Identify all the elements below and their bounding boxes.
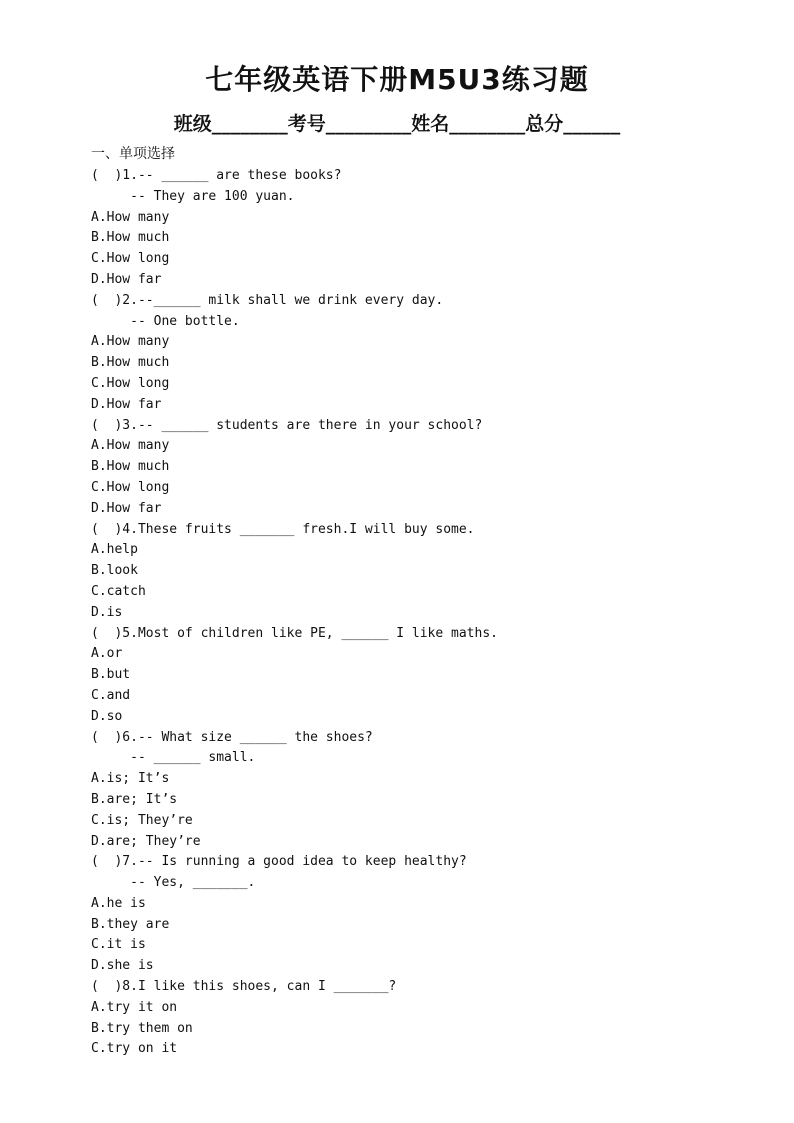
text-line: B.How much (91, 459, 170, 475)
text-line: A.try it on (91, 999, 178, 1015)
text-line: C.How long (91, 479, 170, 495)
text-line: ( )4.These fruits _______ fresh.I will buy some. (91, 521, 475, 537)
text-line: B.are; It’s (91, 791, 178, 807)
text-line: -- One bottle. (91, 313, 240, 329)
text-line: C.How long (91, 251, 170, 267)
text-line: D.so (91, 708, 123, 724)
text-line: B.but (91, 667, 131, 683)
text-line: B.How much (91, 355, 170, 371)
text-line: A.How many (91, 438, 170, 454)
text-line: A.How many (91, 209, 170, 225)
text-line: C.catch (91, 583, 146, 599)
text-line: ( )1.-- ______ are these books? (91, 168, 342, 183)
text-line: A.he is (91, 895, 146, 911)
student-info-line: 班级________考号_________姓名________总分______ (173, 113, 621, 135)
text-line: D.How far (91, 396, 162, 412)
text-line: ( )8.I like this shoes, can I _______? (91, 979, 397, 995)
text-line: A.help (91, 542, 138, 558)
text-line: ( )5.Most of children like PE, ______ I like maths. (91, 625, 498, 641)
text-line: D.How far (91, 500, 162, 516)
text-line: B.try them on (91, 1020, 193, 1036)
text-line: C.try on it (91, 1041, 178, 1057)
text-line: A.is; It’s (91, 771, 170, 787)
text-line: ( )7.-- Is running a good idea to keep healthy? (91, 854, 467, 870)
section-heading: 一、单项选择 (91, 146, 175, 162)
text-line: ( )2.--______ milk shall we drink every day. (91, 292, 444, 308)
text-line: A.or (91, 646, 123, 662)
text-line: A.How many (91, 334, 170, 350)
question-list (91, 166, 771, 1060)
text-line: D.How far (91, 271, 162, 287)
text-line: C.it is (91, 937, 146, 953)
text-line: B.look (91, 563, 138, 579)
text-line: C.How long (91, 375, 170, 391)
text-line: -- Yes, _______. (91, 875, 256, 891)
text-line: ( )3.-- ______ students are there in your school? (91, 417, 483, 433)
text-line: C.is; They’re (91, 812, 193, 828)
text-line: -- ______ small. (91, 750, 256, 766)
text-line: D.are; They’re (91, 833, 201, 849)
text-line: C.and (91, 687, 131, 703)
text-line: D.is (91, 604, 123, 620)
text-line: ( )6.-- What size ______ the shoes? (91, 729, 373, 745)
text-line: -- They are 100 yuan. (91, 188, 295, 204)
text-line: D.she is (91, 958, 154, 974)
text-line: B.they are (91, 916, 170, 932)
text-line: B.How much (91, 230, 170, 246)
page-title: 七年级英语下册M5U3练习题 (205, 63, 589, 96)
